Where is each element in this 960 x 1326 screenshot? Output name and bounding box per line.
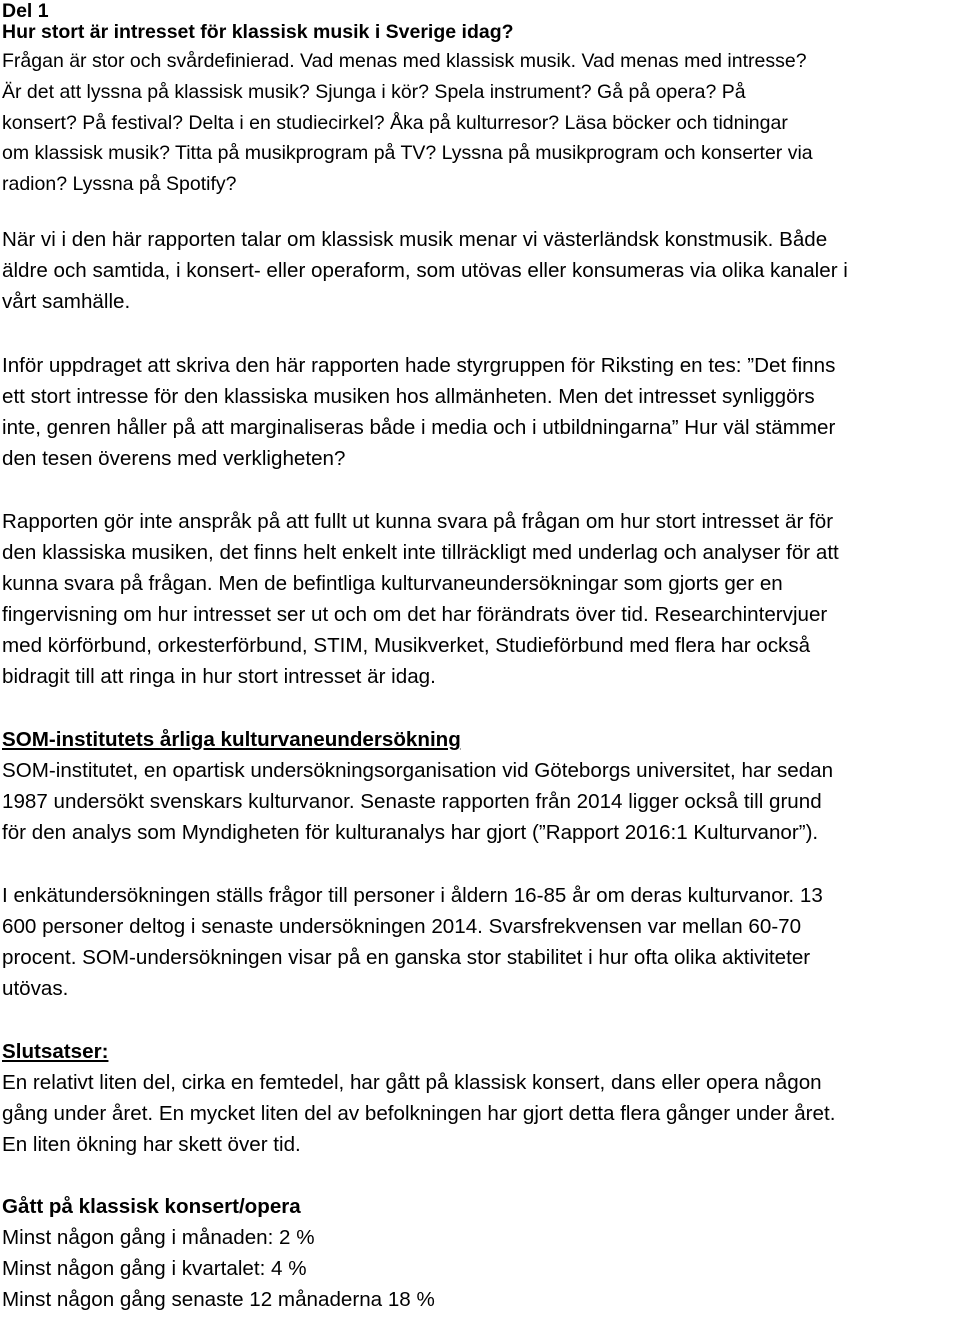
paragraph-line: inte, genren håller på att marginaliseras både i media och i utbildningarna” Hur väl stämmer: [2, 415, 836, 439]
document-header: [2, 0, 956, 43]
paragraph-line: ett stort intresse för den klassiska musiken hos allmänheten. Men det intresset synliggörs: [2, 384, 815, 408]
paragraph-line: kunna svara på frågan. Men de befintliga kulturvaneundersökningar som gjorts ger en: [2, 571, 783, 595]
list-item: Minst någon gång senaste 12 månaderna 18 %: [2, 1287, 435, 1311]
paragraph-line: utövas.: [2, 976, 69, 1000]
paragraph-line: procent. SOM-undersökningen visar på en ganska stor stabilitet i hur ofta olika aktiviteter: [2, 945, 811, 969]
paragraph-line: den klassiska musiken, det finns helt enkelt inte tillräckligt med underlag och analyser för att: [2, 540, 839, 564]
som-section: [2, 724, 956, 848]
paragraph-line: I enkätundersökningen ställs frågor till personer i åldern 16-85 år om deras kulturvanor. 13: [2, 883, 823, 907]
scope-paragraph: [2, 506, 956, 692]
paragraph-line: SOM-institutet, en opartisk undersökningsorganisation vid Göteborgs universitet, har sedan: [2, 758, 834, 782]
paragraph-line: fingervisning om hur intresset ser ut och om det har förändrats över tid. Researchintervjuer: [2, 602, 828, 626]
paragraph-line: radion? Lyssna på Spotify?: [2, 173, 237, 196]
paragraph-line: En relativt liten del, cirka en femtedel, har gått på klassisk konsert, dans eller opera någon: [2, 1070, 822, 1094]
conclusions-section: [2, 1036, 956, 1160]
survey-paragraph: [2, 880, 956, 1004]
list-item: Minst någon gång i kvartalet: 4 %: [2, 1256, 307, 1280]
paragraph-line: äldre och samtida, i konsert- eller operaform, som utövas eller konsumeras via olika kanaler i: [2, 258, 848, 282]
attendance-section: [2, 1191, 956, 1315]
page-title: Hur stort är intresset för klassisk musik i Sverige idag?: [2, 21, 514, 43]
paragraph-line: När vi i den här rapporten talar om klassisk musik menar vi västerländsk konstmusik. Både: [2, 227, 828, 251]
paragraph-line: 600 personer deltog i senaste undersökningen 2014. Svarsfrekvensen var mellan 60-70: [2, 914, 802, 938]
paragraph-line: den tesen överens med verkligheten?: [2, 446, 346, 470]
paragraph-line: Är det att lyssna på klassisk musik? Sjunga i kör? Spela instrument? Gå på opera? På: [2, 80, 746, 103]
section-heading: Gått på klassisk konsert/opera: [2, 1194, 301, 1218]
paragraph-line: för den analys som Myndigheten för kulturanalys har gjort (”Rapport 2016:1 Kulturvanor”).: [2, 820, 819, 844]
section-heading: SOM-institutets årliga kulturvaneundersökning: [2, 727, 461, 751]
part-label: Del 1: [2, 0, 49, 22]
paragraph-line: Frågan är stor och svårdefinierad. Vad menas med klassisk musik. Vad menas med intresse?: [2, 50, 807, 72]
list-item: Minst någon gång i månaden: 2 %: [2, 1225, 315, 1249]
paragraph-line: vårt samhälle.: [2, 289, 131, 313]
paragraph-line: konsert? På festival? Delta i en studiecirkel? Åka på kulturresor? Läsa böcker och tidningar: [2, 111, 788, 134]
paragraph-line: om klassisk musik? Titta på musikprogram på TV? Lyssna på musikprogram och konserter via: [2, 142, 813, 165]
document-page: [2, 0, 956, 1315]
definition-paragraph: [2, 224, 956, 317]
intro-paragraph: [2, 46, 956, 200]
paragraph-line: med körförbund, orkesterförbund, STIM, Musikverket, Studieförbund med flera har också: [2, 633, 811, 657]
paragraph-line: 1987 undersökt svenskars kulturvanor. Senaste rapporten från 2014 ligger också till grund: [2, 789, 822, 813]
paragraph-line: gång under året. En mycket liten del av befolkningen har gjort detta flera gånger under året.: [2, 1101, 836, 1125]
paragraph-line: Inför uppdraget att skriva den här rapporten hade styrgruppen för Riksting en tes: ”Det finns: [2, 353, 836, 377]
paragraph-line: Rapporten gör inte anspråk på att fullt ut kunna svara på frågan om hur stort intresset är för: [2, 509, 834, 533]
paragraph-line: En liten ökning har skett över tid.: [2, 1132, 301, 1156]
paragraph-line: bidragit till att ringa in hur stort intresset är idag.: [2, 664, 436, 688]
thesis-paragraph: [2, 350, 956, 474]
section-heading: Slutsatser:: [2, 1039, 109, 1063]
